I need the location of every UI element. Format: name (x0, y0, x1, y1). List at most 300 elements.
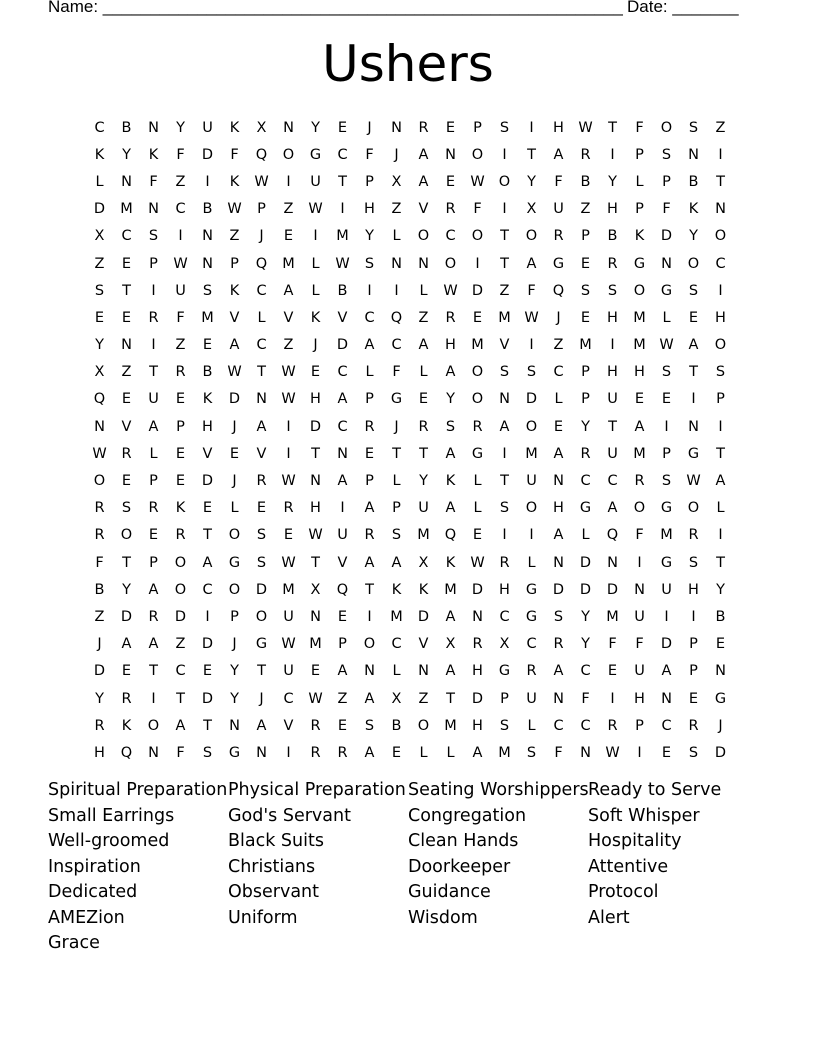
word-list-item: Ready to Serve (588, 780, 722, 800)
grid-letter: M (471, 337, 484, 354)
grid-row (86, 658, 734, 685)
grid-letter: O (633, 500, 646, 517)
grid-letter: S (202, 282, 213, 299)
grid-letter: F (662, 201, 671, 218)
grid-letter: Q (120, 744, 133, 761)
grid-letter: O (525, 500, 538, 517)
grid-letter: L (635, 173, 644, 190)
grid-letter: P (662, 173, 671, 190)
grid-letter: L (392, 473, 401, 490)
word-list-item: Guidance (408, 882, 491, 902)
grid-letter: E (175, 391, 186, 408)
word-list-item: Black Suits (228, 831, 324, 851)
grid-letter: A (391, 554, 402, 571)
grid-letter: H (553, 500, 564, 517)
grid-letter: O (228, 527, 241, 544)
grid-letter: H (202, 418, 213, 435)
grid-letter: D (93, 201, 106, 218)
grid-letter: L (311, 282, 320, 299)
grid-letter: E (283, 527, 294, 544)
grid-row (86, 576, 734, 603)
grid-letter: T (716, 445, 725, 462)
grid-letter: W (254, 173, 269, 190)
grid-letter: I (529, 527, 534, 544)
grid-letter: E (580, 309, 591, 326)
grid-letter: I (151, 282, 156, 299)
grid-row (86, 168, 734, 195)
grid-letter: Z (553, 337, 564, 354)
grid-letter: L (311, 255, 320, 272)
grid-letter: D (201, 636, 214, 653)
grid-letter: M (660, 527, 673, 544)
grid-letter: I (313, 228, 318, 245)
grid-letter: C (175, 201, 186, 218)
grid-letter: E (688, 309, 699, 326)
grid-letter: F (95, 554, 104, 571)
grid-letter: C (391, 337, 402, 354)
grid-letter: D (174, 608, 187, 625)
grid-letter: R (148, 309, 159, 326)
grid-letter: T (149, 663, 158, 680)
grid-letter: R (337, 744, 348, 761)
grid-letter: R (445, 309, 456, 326)
grid-letter: W (605, 744, 620, 761)
grid-letter: K (229, 282, 240, 299)
grid-letter: A (175, 717, 186, 734)
grid-letter: Z (283, 337, 294, 354)
grid-row (86, 304, 734, 331)
grid-letter: E (310, 364, 321, 381)
grid-letter: E (391, 744, 402, 761)
grid-letter: H (310, 500, 321, 517)
grid-row (86, 549, 734, 576)
grid-letter: K (175, 500, 186, 517)
grid-letter: V (499, 337, 510, 354)
grid-letter: G (525, 581, 538, 598)
grid-letter: R (445, 201, 456, 218)
grid-letter: W (308, 527, 323, 544)
grid-letter: T (203, 717, 212, 734)
grid-letter: Q (552, 282, 565, 299)
grid-letter: Q (255, 146, 268, 163)
grid-letter: W (470, 173, 485, 190)
grid-letter: F (635, 119, 644, 136)
page-title: Ushers (322, 35, 494, 93)
grid-letter: G (228, 744, 241, 761)
grid-letter: J (367, 119, 372, 136)
grid-letter: Z (283, 201, 294, 218)
grid-letter: D (228, 391, 241, 408)
grid-letter: T (689, 364, 698, 381)
grid-letter: U (607, 445, 618, 462)
grid-letter: D (309, 418, 322, 435)
grid-letter: K (229, 173, 240, 190)
grid-letter: O (714, 337, 727, 354)
grid-letter: A (661, 663, 672, 680)
grid-letter: I (151, 690, 156, 707)
word-list-item: Well-groomed (48, 831, 170, 851)
grid-letter: O (471, 228, 484, 245)
grid-letter: O (714, 228, 727, 245)
grid-letter: R (94, 500, 105, 517)
grid-letter: Y (365, 228, 374, 245)
grid-letter: I (502, 201, 507, 218)
grid-letter: A (553, 146, 564, 163)
grid-letter: I (205, 608, 210, 625)
grid-letter: B (688, 173, 699, 190)
word-list-item: Observant (228, 882, 319, 902)
grid-letter: N (418, 255, 429, 272)
grid-letter: D (471, 581, 484, 598)
grid-letter: E (553, 418, 564, 435)
grid-letter: O (444, 255, 457, 272)
grid-letter: D (579, 581, 592, 598)
grid-letter: J (718, 717, 723, 734)
grid-letter: L (419, 364, 428, 381)
grid-letter: S (445, 418, 456, 435)
grid-letter: J (232, 418, 237, 435)
grid-letter: N (688, 418, 699, 435)
grid-letter: H (499, 581, 510, 598)
grid-letter: Q (255, 255, 268, 272)
grid-letter: N (634, 581, 645, 598)
grid-letter: L (149, 445, 158, 462)
grid-letter: N (661, 690, 672, 707)
grid-letter: V (283, 309, 294, 326)
grid-letter: A (418, 173, 429, 190)
grid-letter: S (391, 527, 402, 544)
grid-letter: N (283, 119, 294, 136)
grid-letter: R (526, 663, 537, 680)
grid-letter: M (579, 337, 592, 354)
grid-letter: P (500, 690, 509, 707)
grid-letter: P (365, 473, 374, 490)
grid-letter: L (95, 173, 104, 190)
grid-letter: H (553, 119, 564, 136)
grid-letter: S (661, 146, 672, 163)
grid-letter: I (691, 391, 696, 408)
grid-letter: K (445, 473, 456, 490)
word-list-item: Dedicated (48, 882, 138, 902)
grid-letter: A (229, 337, 240, 354)
grid-letter: H (607, 201, 618, 218)
grid-letter: E (445, 119, 456, 136)
grid-letter: K (148, 146, 159, 163)
grid-letter: D (120, 608, 133, 625)
grid-letter: W (470, 554, 485, 571)
grid-row (86, 386, 734, 413)
word-search-grid (86, 114, 734, 767)
grid-letter: W (227, 364, 242, 381)
grid-letter: L (581, 527, 590, 544)
grid-letter: C (337, 146, 348, 163)
grid-letter: G (660, 554, 673, 571)
grid-letter: M (633, 337, 646, 354)
grid-letter: R (94, 717, 105, 734)
grid-letter: I (340, 500, 345, 517)
grid-letter: T (257, 663, 266, 680)
grid-row (86, 685, 734, 712)
grid-letter: L (473, 500, 482, 517)
grid-letter: A (364, 690, 375, 707)
grid-letter: P (392, 500, 401, 517)
grid-letter: J (97, 636, 102, 653)
grid-letter: P (230, 608, 239, 625)
grid-letter: O (282, 146, 295, 163)
grid-letter: C (202, 581, 213, 598)
grid-letter: R (364, 418, 375, 435)
grid-letter: S (202, 744, 213, 761)
grid-letter: T (527, 146, 536, 163)
grid-letter: W (281, 554, 296, 571)
grid-letter: E (94, 309, 105, 326)
grid-letter: V (229, 309, 240, 326)
grid-letter: Y (176, 119, 185, 136)
grid-letter: D (201, 690, 214, 707)
grid-letter: F (635, 527, 644, 544)
grid-letter: J (232, 636, 237, 653)
grid-letter: M (444, 717, 457, 734)
grid-letter: N (688, 146, 699, 163)
grid-letter: T (122, 282, 131, 299)
grid-letter: G (390, 391, 403, 408)
grid-letter: Y (581, 636, 590, 653)
grid-letter: D (201, 146, 214, 163)
grid-letter: Y (689, 228, 698, 245)
grid-letter: N (472, 608, 483, 625)
grid-letter: F (176, 744, 185, 761)
grid-letter: H (310, 391, 321, 408)
grid-letter: G (660, 282, 673, 299)
grid-letter: X (310, 581, 321, 598)
grid-row (86, 141, 734, 168)
grid-letter: Z (175, 636, 186, 653)
grid-letter: D (552, 581, 565, 598)
grid-letter: C (580, 663, 591, 680)
word-list-item: Attentive (588, 856, 669, 877)
grid-letter: I (637, 744, 642, 761)
grid-letter: E (310, 663, 321, 680)
grid-letter: V (337, 309, 348, 326)
grid-letter: Z (580, 201, 591, 218)
grid-letter: R (121, 445, 132, 462)
grid-letter: A (715, 473, 726, 490)
grid-letter: K (121, 717, 132, 734)
grid-letter: C (499, 608, 510, 625)
grid-letter: O (471, 146, 484, 163)
grid-letter: Q (390, 309, 403, 326)
grid-letter: E (661, 391, 672, 408)
grid-letter: I (475, 255, 480, 272)
grid-letter: M (498, 309, 511, 326)
grid-letter: O (255, 608, 268, 625)
grid-letter: A (445, 663, 456, 680)
grid-letter: Y (230, 663, 239, 680)
grid-letter: R (553, 636, 564, 653)
grid-letter: Z (391, 201, 402, 218)
grid-letter: O (417, 717, 430, 734)
grid-letter: M (309, 636, 322, 653)
word-list-item: Physical Preparation (228, 780, 406, 800)
grid-letter: M (201, 309, 214, 326)
grid-row (86, 413, 734, 440)
grid-letter: U (553, 201, 564, 218)
grid-letter: O (174, 581, 187, 598)
grid-letter: P (149, 255, 158, 272)
word-list-item: Small Earrings (48, 805, 175, 826)
grid-letter: P (689, 663, 698, 680)
grid-letter: L (419, 744, 428, 761)
grid-letter: T (311, 445, 320, 462)
grid-letter: T (608, 119, 617, 136)
grid-letter: M (606, 608, 619, 625)
grid-letter: L (392, 663, 401, 680)
grid-letter: X (391, 690, 402, 707)
grid-letter: L (662, 309, 671, 326)
grid-letter: W (443, 282, 458, 299)
grid-letter: N (364, 663, 375, 680)
grid-letter: U (634, 608, 645, 625)
grid-letter: W (308, 690, 323, 707)
grid-letter: K (310, 309, 321, 326)
grid-letter: C (256, 282, 267, 299)
grid-letter: C (580, 717, 591, 734)
grid-letter: P (581, 364, 590, 381)
grid-letter: E (283, 228, 294, 245)
grid-letter: I (691, 608, 696, 625)
grid-letter: N (391, 255, 402, 272)
grid-letter: V (121, 418, 132, 435)
grid-letter: U (283, 608, 294, 625)
grid-letter: Y (95, 690, 104, 707)
grid-letter: H (634, 690, 645, 707)
grid-letter: A (337, 473, 348, 490)
grid-letter: W (173, 255, 188, 272)
grid-letter: H (445, 337, 456, 354)
grid-letter: H (472, 663, 483, 680)
grid-letter: C (553, 364, 564, 381)
grid-letter: A (418, 146, 429, 163)
grid-letter: I (718, 146, 723, 163)
grid-letter: S (526, 744, 537, 761)
grid-letter: F (392, 364, 401, 381)
grid-letter: I (664, 418, 669, 435)
grid-letter: N (580, 744, 591, 761)
grid-letter: M (417, 527, 430, 544)
grid-letter: Q (336, 581, 349, 598)
grid-letter: X (94, 364, 105, 381)
grid-letter: U (337, 527, 348, 544)
grid-letter: L (554, 391, 563, 408)
grid-letter: U (634, 663, 645, 680)
grid-letter: F (473, 201, 482, 218)
grid-letter: M (282, 255, 295, 272)
grid-letter: N (94, 418, 105, 435)
grid-letter: W (335, 255, 350, 272)
grid-letter: F (635, 636, 644, 653)
grid-letter: R (472, 418, 483, 435)
grid-row (86, 495, 734, 522)
grid-letter: A (688, 337, 699, 354)
grid-letter: P (257, 201, 266, 218)
grid-letter: K (391, 581, 402, 598)
grid-letter: P (581, 391, 590, 408)
grid-letter: E (445, 173, 456, 190)
grid-letter: B (580, 173, 591, 190)
grid-letter: X (445, 636, 456, 653)
grid-letter: G (255, 636, 268, 653)
grid-letter: A (553, 445, 564, 462)
grid-letter: S (715, 364, 726, 381)
grid-letter: P (635, 201, 644, 218)
grid-letter: X (526, 201, 537, 218)
grid-letter: P (581, 228, 590, 245)
grid-letter: J (313, 337, 318, 354)
grid-letter: R (553, 228, 564, 245)
grid-letter: C (607, 473, 618, 490)
grid-letter: L (473, 473, 482, 490)
grid-letter: K (688, 201, 699, 218)
grid-letter: S (94, 282, 105, 299)
grid-letter: N (418, 663, 429, 680)
word-list-item: Seating Worshippers (408, 780, 589, 800)
grid-letter: W (524, 309, 539, 326)
grid-row (86, 467, 734, 494)
grid-letter: A (364, 744, 375, 761)
grid-letter: J (259, 228, 264, 245)
word-list-item: Hospitality (588, 831, 682, 851)
grid-letter: P (149, 473, 158, 490)
grid-letter: T (419, 445, 428, 462)
grid-letter: S (553, 608, 564, 625)
grid-letter: F (365, 146, 374, 163)
grid-letter: G (471, 445, 484, 462)
grid-letter: V (418, 201, 429, 218)
grid-letter: U (661, 581, 672, 598)
grid-letter: O (687, 500, 700, 517)
word-list-item: Wisdom (408, 907, 478, 928)
grid-letter: R (283, 500, 294, 517)
grid-letter: H (472, 717, 483, 734)
grid-letter: P (635, 146, 644, 163)
grid-letter: S (256, 554, 267, 571)
grid-letter: T (716, 173, 725, 190)
grid-letter: J (259, 690, 264, 707)
grid-letter: W (578, 119, 593, 136)
grid-letter: S (688, 554, 699, 571)
grid-letter: E (202, 337, 213, 354)
grid-letter: E (634, 391, 645, 408)
grid-letter: L (716, 500, 725, 517)
grid-letter: T (311, 554, 320, 571)
grid-letter: T (122, 554, 131, 571)
grid-letter: Y (230, 690, 239, 707)
grid-letter: B (94, 581, 105, 598)
grid-letter: V (283, 717, 294, 734)
grid-letter: F (608, 636, 617, 653)
grid-letter: T (392, 445, 401, 462)
grid-letter: I (286, 418, 291, 435)
grid-letter: I (529, 337, 534, 354)
grid-letter: R (256, 473, 267, 490)
grid-letter: S (148, 228, 159, 245)
grid-letter: C (526, 636, 537, 653)
grid-letter: N (715, 201, 726, 218)
grid-letter: G (498, 663, 511, 680)
grid-letter: D (525, 391, 538, 408)
grid-letter: E (202, 500, 213, 517)
word-list-item: Clean Hands (408, 831, 519, 851)
